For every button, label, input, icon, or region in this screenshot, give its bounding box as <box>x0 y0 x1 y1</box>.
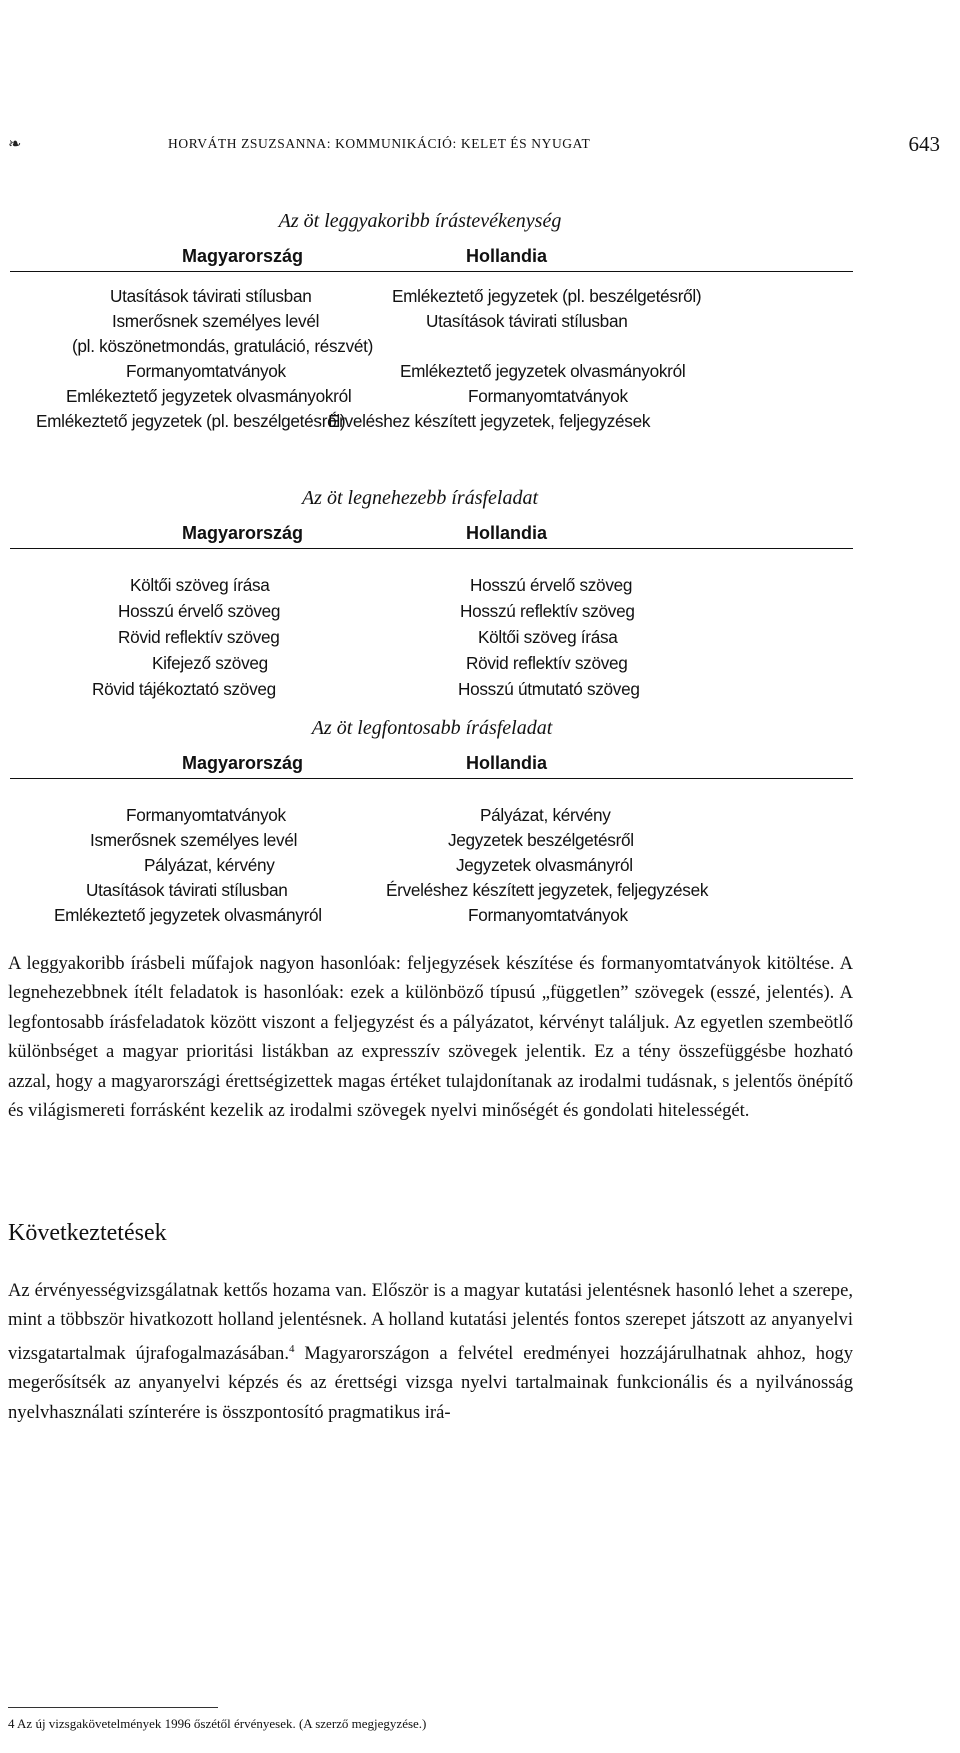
paragraph-text: A leggyakoribb írásbeli műfajok nagyon hasonlóak: feljegyzések készítése és formanyomtatványok kitöltése. A legnehezebbnek ítélt feladatok is hasonlóak: ezek a különböző típusú „független” szövegek (esszé, jelentés). A legfontosabb írásfeladatok között viszont a feljegyzést és a pályázatot, kérvényt találjuk. Az egyetlen szembeötlő különbséget a magyar prioritási listákban az expresszív szövegek jelentik. Ez a tény összefüggésbe hozható azzal, hogy a magyarországi érettségizettek magas értéket tulajdonítanak az irodalmi tudásnak, s jelentős önépítő és világismereti forrásként kezelik az irodalmi szövegek nyelvi minőségét és gondolati hitelességét. <box>8 953 853 1122</box>
paragraph-text <box>8 1276 853 1427</box>
table-rule <box>10 548 853 549</box>
body-paragraph <box>8 1276 853 1427</box>
column-header-netherlands: Hollandia <box>466 523 548 543</box>
table-cell-left: Pályázat, kérvény <box>144 855 275 875</box>
column-header-hungary: Magyarország <box>182 523 304 543</box>
table-cell-right: Utasítások távirati stílusban <box>426 311 628 331</box>
table-cell-left: Emlékeztető jegyzetek olvasmányokról <box>66 386 352 406</box>
table-cell-right: Rövid reflektív szöveg <box>466 653 628 673</box>
section-heading: Következtetések <box>8 1220 167 1246</box>
table-cell-right: Hosszú útmutató szöveg <box>458 679 640 699</box>
table-rule <box>10 271 853 272</box>
table-cell-left: (pl. köszönetmondás, gratuláció, részvét) <box>72 336 374 356</box>
column-header-hungary: Magyarország <box>182 753 304 773</box>
table-caption: Az öt legfontosabb írásfeladat <box>311 717 553 739</box>
table-cell-right: Emlékeztető jegyzetek olvasmányokról <box>400 361 686 381</box>
body-paragraph <box>8 949 853 1125</box>
table-cell-left: Formanyomtatványok <box>126 361 286 381</box>
column-header-hungary: Magyarország <box>182 246 304 266</box>
table-cell-left: Ismerősnek személyes levél <box>90 830 298 850</box>
table-cell-left: Ismerősnek személyes levél <box>112 311 320 331</box>
ornament-icon: ❧ <box>8 136 22 153</box>
table-cell-right: Költői szöveg írása <box>478 627 618 647</box>
running-head-title: HORVÁTH ZSUZSANNA: KOMMUNIKÁCIÓ: KELET ÉS NYUGAT <box>168 136 591 151</box>
table-cell-right: Pályázat, kérvény <box>480 805 611 825</box>
paragraph-text-part: Magyarországon a felvétel eredményei hozzájárulhatnak ahhoz, hogy megerősítsék az anyanyelvi képzés és az érettségi vizsga nyelvi tartalmainak funkcionális és a nyilvánosság nyelvhasználati színterére is összpontosító pragmatikus irá- <box>8 1343 853 1423</box>
table-cell-left: Emlékeztető jegyzetek olvasmányról <box>54 905 322 925</box>
column-header-netherlands: Hollandia <box>466 246 548 266</box>
table-cell-right: Emlékeztető jegyzetek (pl. beszélgetésről) <box>392 286 702 306</box>
table-rule <box>10 778 853 779</box>
table-cell-right: Érveléshez készített jegyzetek, feljegyzések <box>328 411 651 431</box>
table-cell-left: Költői szöveg írása <box>130 575 270 595</box>
column-header-netherlands: Hollandia <box>466 753 548 773</box>
footnote-marker: 4 <box>288 1342 295 1355</box>
footnote: 4 Az új vizsgakövetelmények 1996 őszétől érvényesek. (A szerző megjegyzése.) <box>8 1716 427 1731</box>
table-caption: Az öt legnehezebb írásfeladat <box>301 487 539 509</box>
table-cell-right: Érveléshez készített jegyzetek, feljegyzések <box>386 880 709 900</box>
table-caption: Az öt leggyakoribb írástevékenység <box>278 210 562 232</box>
table-cell-right: Jegyzetek beszélgetésről <box>448 830 634 850</box>
page-number: 643 <box>908 132 940 156</box>
table-cell-right: Hosszú reflektív szöveg <box>460 601 635 621</box>
table-cell-left: Rövid reflektív szöveg <box>118 627 280 647</box>
table-cell-left: Rövid tájékoztató szöveg <box>92 679 276 699</box>
table-cell-left: Hosszú érvelő szöveg <box>118 601 281 621</box>
table-cell-left: Emlékeztető jegyzetek (pl. beszélgetésről) <box>36 411 346 431</box>
running-header <box>0 132 960 162</box>
table-cell-right: Formanyomtatványok <box>468 905 628 925</box>
paragraph-text-part: Az érvényességvizsgálatnak kettős hozama van. Először is a magyar kutatási jelentésnek hasonló lehet a szerepe, mint a többször hivatkozott holland jelentésnek. A holland kutatási jelentés fontos szerepet játszott az anyanyelvi vizsgatartalmak újrafogalmazásában. <box>8 1280 853 1364</box>
table-cell-left: Utasítások távirati stílusban <box>86 880 288 900</box>
footnote-rule <box>8 1707 218 1708</box>
table-cell-right: Hosszú érvelő szöveg <box>470 575 633 595</box>
table-cell-left: Utasítások távirati stílusban <box>110 286 312 306</box>
table-cell-left: Formanyomtatványok <box>126 805 286 825</box>
table-cell-right: Formanyomtatványok <box>468 386 628 406</box>
table-cell-right: Jegyzetek olvasmányról <box>456 855 633 875</box>
table-cell-left: Kifejező szöveg <box>152 653 268 673</box>
